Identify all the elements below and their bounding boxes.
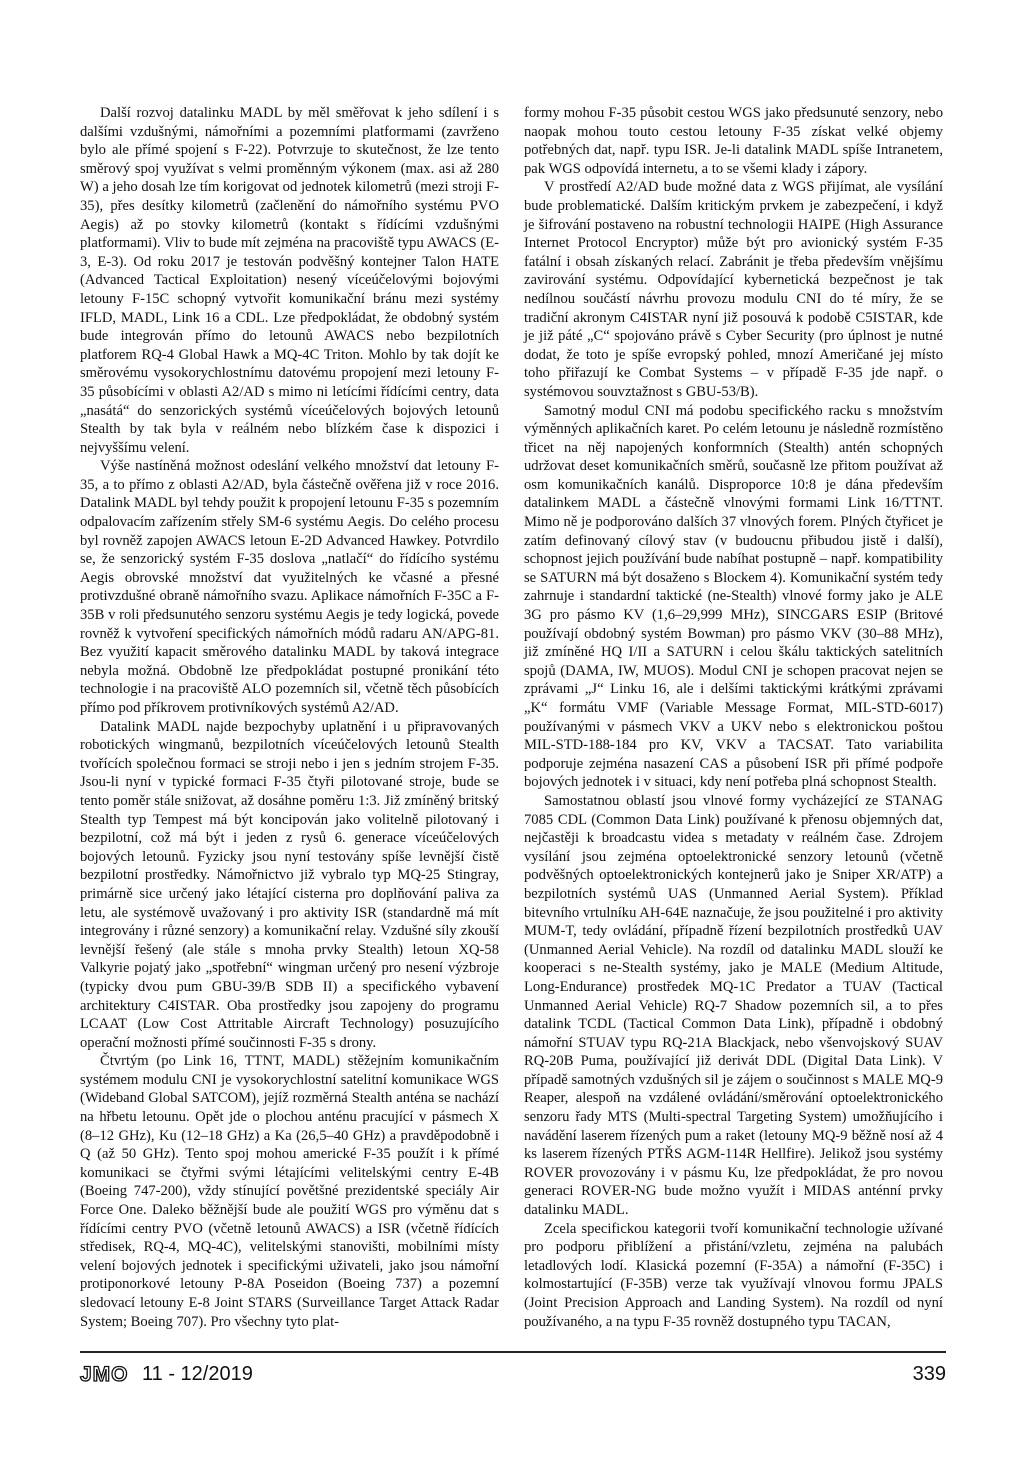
paragraph: V prostředí A2/AD bude možné data z WGS přijímat, ale vysílání bude problematické. Dalším kritickým prvkem je zabezpečení, i když je šifrování postaveno na robustní technologii HAIPE (High Assurance Internet Protocol Encryptor) může být pro avionický systém F-35 fatální i obsah získaných relací. Zabránit je třeba především vnějšímu zavirování systému. Odpovídající kybernetická bezpečnost je tak nedílnou součástí návrhu provozu modulu CNI do té míry, že se tradiční akronym C4ISTAR nyní již posouvá k podobě C5ISTAR, kde je již páté „C“ spojováno právě s Cyber Security (pro úplnost je nutné dodat, že toto je spíše evropský pohled, mnozí Američané jej místo toho přiřazují ke Combat Systems – v případě F-35 jde např. o systémovou souvztažnost s GBU-53/B). [524, 179, 943, 400]
paragraph: Výše nastíněná možnost odeslání velkého množství dat letouny F-35, a to přímo z oblasti A2/AD, byla částečně ověřena již v roce 2016. Datalink MADL byl tehdy použit k propojení letounu F-35 s pozemním odpalovacím zařízením střely SM-6 systému Aegis. Do celého procesu byl rovněž zapojen AWACS letoun E-2D Advanced Hawkey. Potvrdilo se, že senzorický systém F-35 doslova „natlačí“ do řídícího systému Aegis obrovské množství dat využitelných ke včasné a přesné protivzdušné obraně námořního svazu. Aplikace námořních F-35C a F-35B v roli předsunutého senzoru systému Aegis je tedy logická, povede rovněž k vytvoření specifických námořních módů radaru AN/APG-81. Bez využití kapacit směrového datalinku MADL by taková integrace nebyla možná. Obdobně lze předpokládat postupné pronikání této technologie i na pracoviště ALO pozemních sil, včetně těch působících přímo pod příkrovem protivníkových systémů A2/AD. [80, 458, 499, 716]
paragraph: Zcela specifickou kategorii tvoří komunikační technologie užívané pro podporu přiblížení a přistání/vzletu, zejména na palubách letadlových lodí. Klasická pozemní (F-35A) a námořní (F-35C) i kolmostartující (F-35B) verze tak využívají vlnovou formu JPALS (Joint Precision Approach and Landing System). Na rozdíl od nyní používaného, a na typu F-35 rovněž dostupného typu TACAN, [524, 1220, 943, 1330]
issue-label: 11 - 12/2019 [142, 1363, 253, 1385]
paragraph: Samotný modul CNI má podobu specifického racku s množstvím výměnných aplikačních karet. Po celém letounu je následně rozmístěno třicet na něj napojených konformních (Stealth) antén schopných udržovat deset komunikačních směrů, současně lze přitom používat až osm komunikačních kanálů. Disproporce 10:8 je dána především datalinkem MADL a částečně vlnovými formami Link 16/TTNT. Mimo ně je podporováno dalších 37 vlnových forem. Plných čtyřicet je zatím definovaný cílový stav (v budoucnu přibudou jistě i další), schopnost jejich používání bude nabíhat postupně – např. kompatibility se SATURN má být dosaženo s Blockem 4). Komunikační systém tedy zahrnuje i standardní taktické (ne-Stealth) vlnové formy jako je ALE 3G pro pásmo KV (1,6–29,999 MHz), SINCGARS ESIP (Britové používají obdobný systém Bowman) pro pásmo VKV (30–88 MHz), již zmíněné HQ I/II a SATURN i celou škálu taktických satelitních spojů (DAMA, IW, MUOS). Modul CNI je schopen pracovat nejen se zprávami „J“ Linku 16, ale i delšími taktickými krátkými zprávami „K“ formátu VMF (Variable Message Format, MIL-STD-6017) používanými v pásmech VKV a UKV nebo s elektronickou poštou MIL-STD-188-184 pro KV, VKV a TACSAT. Tato variabilita podporuje zejména nasazení CAS a působení ISR při přímé podpoře bojových jednotek i v situaci, kdy není potřeba plná schopnost Stealth. [524, 402, 943, 791]
paragraph: Další rozvoj datalinku MADL by měl směřovat k jeho sdílení i s dalšími vzdušnými, námořními a pozemními platformami (zavrženo bylo ale přímé spojení s F-22). Potvrzuje to skutečnost, že lze tento směrový spoj využívat s velmi proměnným výkonem (max. asi až 280 W) a jeho dosah lze tím korigovat od jednotek kilometrů (mezi stroji F-35), přes desítky kilometrů (začlenění do námořního systému PVO Aegis) až po stovky kilometrů (kontakt s řídícími vzdušnými platformami). Vliv to bude mít zejména na pracoviště typu AWACS (E-3, E-3). Od roku 2017 je testován podvěšný kontejner Talon HATE (Advanced Tactical Exploitation) nesený víceúčelovými bojovými letouny F-15C schopný vytvořit komunikační bránu mezi systémy IFLD, MADL, Link 16 a CDL. Lze předpokládat, že obdobný systém bude integrován přímo do letounů AWACS nebo bezpilotních platforem RQ-4 Global Hawk a MQ-4C Triton. Mohlo by tak dojít ke směrovému vysokorychlostnímu datovému propojení mezi letouny F-35 působícími v oblasti A2/AD s mimo ni letícími řídícími centry, data „nasátá“ do senzorických systémů víceúčelových bojových letounů Stealth by tak byla v reálném nebo blízkém čase k dispozici i nejvyššímu velení. [80, 105, 499, 456]
page-number: 339 [912, 1363, 946, 1385]
paragraph: Samostatnou oblastí jsou vlnové formy vycházející ze STANAG 7085 CDL (Common Data Link) používané k přenosu objemných dat, nejčastěji k broadcastu videa s metadaty v reálném čase. Zdrojem vysílání jsou zejména optoelektronické senzory letounů (včetně podvěšných optoelektronických kontejnerů jako je Sniper XR/ATP) a bezpilotních systémů UAS (Unmanned Aerial System). Příklad bitevního vrtulníku AH-64E naznačuje, že jsou použitelné i pro aktivity MUM-T, tedy ovládání, případně řízení bezpilotních prostředků UAV (Unmanned Aerial Vehicle). Na rozdíl od datalinku MADL slouží ke kooperaci s ne-Stealth systémy, jako je MALE (Medium Altitude, Long-Endurance) prostředek MQ-1C Predator a TUAV (Tactical Unmanned Aerial Vehicle) RQ-7 Shadow pozemních sil, a to přes datalink TCDL (Tactical Common Data Link), případně i obdobný námořní STUAV typu RQ-21A Blackjack, nebo všenvojskový SUAV RQ-20B Puma, používající již derivát DDL (Digital Data Link). V případě samotných vzdušných sil je zájem o součinnost s MALE MQ-9 Reaper, alespoň na vzdálené ovládání/směrování optoelektronického senzoru řady MTS (Multi-spectral Targeting System) umožňujícího i navádění laserem řízených pum a raket (letouny MQ-9 běžně nosí až 4 ks laserem řízených PTŘS AGM-114R Hellfire). Jelikož jsou systémy ROVER provozovány i v pásmu Ku, lze předpokládat, že pro novou generaci ROVER-NG bude možno využít i MIDAS anténní prvky datalinku MADL. [524, 792, 943, 1219]
paragraph: Datalink MADL najde bezpochyby uplatnění i u připravovaných robotických wingmanů, bezpilotních víceúčelových letounů Stealth tvořících společnou formaci se stroji nebo i jen s jedním strojem F-35. Jsou-li nyní v typické formaci F-35 čtyři pilotované stroje, bude se tento poměr stále snižovat, až dosáhne poměru 1:3. Již zmíněný britský Stealth typ Tempest má být koncipován jako volitelně pilotovaný i bezpilotní, což má být i jeden z rysů 6. generace víceúčelových bojových letounů. Fyzicky jsou nyní testovány spíše levnější čistě bezpilotní prostředky. Námořnictvo již vybralo typ MQ-25 Stingray, primárně sice určený jako létající cisterna pro doplňování paliva za letu, ale systémově uvažovaný i pro aktivity ISR (standardně má mít integrovány i různé senzory) a komunikační relay. Vzdušné síly zkouší levnější řešený (ale stále s mnoha prvky Stealth) letoun XQ-58 Valkyrie pojatý jako „spotřební“ wingman určený pro nesení výzbroje (typicky dvou pum GBU-39/B SDB II) a specifického vybavení architektury C4ISTAR. Oba prostředky jsou zapojeny do programu LCAAT (Low Cost Attritable Aircraft Technology) posuzujícího operační možnosti přímé součinnosti F-35 s drony. [80, 718, 499, 1051]
magazine-logo: JMO [80, 1363, 129, 1386]
paragraph-continuation: formy mohou F-35 působit cestou WGS jako předsunuté senzory, nebo naopak mohou touto cestou letouny F-35 získat velké objemy potřebných dat, např. typu ISR. Je-li datalink MADL spíše Intranetem, pak WGS odpovídá internetu, a to se všemi klady i zápory. [524, 105, 943, 177]
paragraph: Čtvrtým (po Link 16, TTNT, MADL) stěžejním komunikačním systémem modulu CNI je vysokorychlostní satelitní komunikace WGS (Wideband Global SATCOM), jejíž rozměrná Stealth anténa se nachází na hřbetu letounu. Opět jde o plochou anténu pracující v pásmech X (8–12 GHz), Ku (12–18 GHz) a Ka (26,5–40 GHz) a pravděpodobně i Q (až 50 GHz). Tento spoj mohou americké F-35 použít i k přímé komunikaci se čtyřmi svými létajícími velitelskými centry E-4B (Boeing 747-200), vždy stínující povětšné prezidentské speciály Air Force One. Daleko běžnější bude ale použití WGS pro výměnu dat s řídícími centry PVO (včetně letounů AWACS) a ISR (včetně řídících středisek, RQ-4, MQ-4C), velitelskými stanovišti, mobilními místy velení bojových jednotek i specifickými uživateli, jako jsou námořní protiponorkové letouny P-8A Poseidon (Boeing 737) a pozemní sledovací letouny E-8 Joint STARS (Surveillance Target Attack Radar System; Boeing 707). Pro všechny tyto plat- [80, 1053, 499, 1330]
article-column-right [524, 104, 943, 1331]
footer-divider [80, 1351, 946, 1353]
article-column-left [80, 104, 499, 1331]
